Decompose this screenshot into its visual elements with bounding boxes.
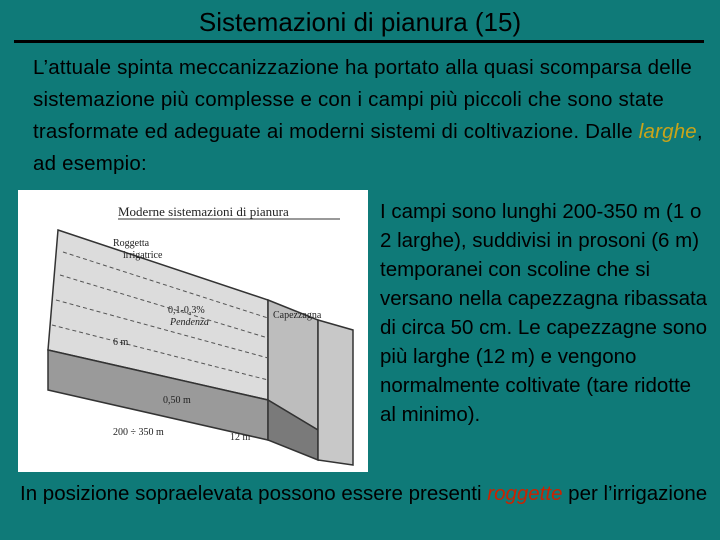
label-six-m: 6 m	[113, 337, 129, 348]
highlight-larghe: larghe	[638, 120, 697, 143]
label-slope: 0,1-0,3%	[168, 305, 205, 316]
right-paragraph: I campi sono lunghi 200-350 m (1 o 2 larghe), suddivisi in prosoni (6 m) temporanei con scoline che si versano nella capezzagna ribassata di circa 50 cm. Le capezzagne sono più larghe (12 m) e vengono normalmente coltivate (tare ridotte al minimo).	[380, 200, 708, 426]
slide-title: Sistemazioni di pianura (15)	[198, 7, 522, 37]
intro-text: L’attuale spinta meccanizzazione ha portato alla quasi scomparsa delle sistemazione più complesse e con i campi più piccoli che sono state trasformate ed adeguate ai moderni sistemi di coltivazione. Dalle	[33, 56, 692, 143]
label-depth: 0,50 m	[163, 395, 191, 406]
label-roggetta: Roggetta	[113, 238, 150, 249]
bottom-paragraph	[20, 480, 710, 508]
label-capezzagna: Capezzagna	[273, 310, 322, 321]
field-layout-figure	[18, 190, 368, 472]
field-diagram	[18, 190, 368, 472]
intro-text-end: , ad esempio:	[33, 120, 703, 175]
label-length: 200 ÷ 350 m	[113, 427, 164, 438]
intro-paragraph	[33, 52, 703, 180]
highlight-roggette: roggette	[487, 482, 563, 505]
bottom-text: In posizione sopraelevata possono essere presenti	[20, 482, 488, 505]
label-pendenza: Pendenza	[170, 317, 209, 328]
label-twelve-m: 12 m	[230, 432, 251, 443]
label-irrigatrice: irrigatrice	[123, 250, 163, 261]
title-underline	[14, 40, 704, 43]
field-right	[318, 320, 353, 465]
figure-caption: Moderne sistemazioni di pianura	[118, 204, 289, 219]
bottom-text-end: per l’irrigazione	[562, 482, 708, 505]
